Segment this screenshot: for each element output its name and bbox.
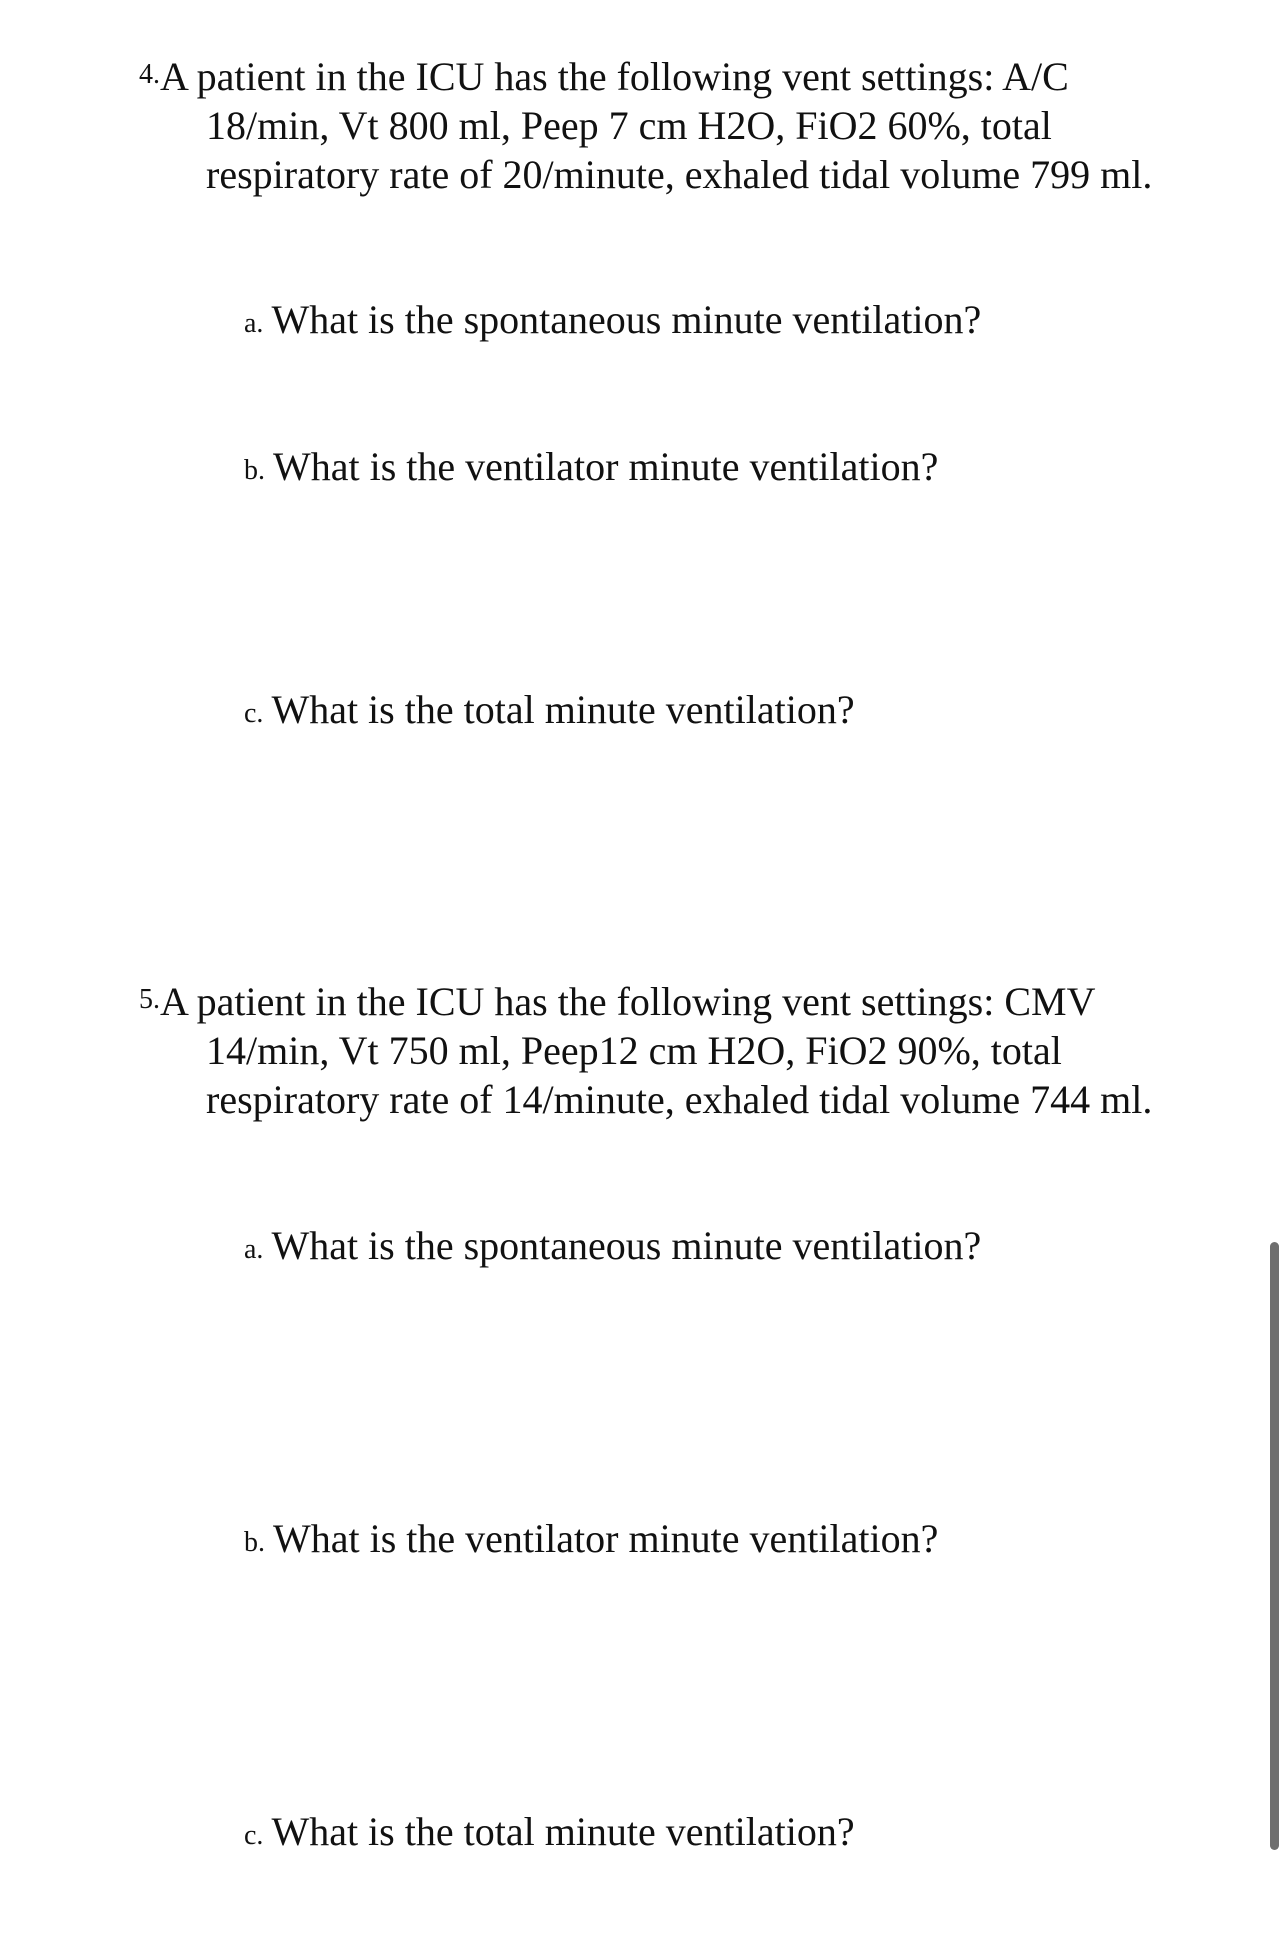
question-text-line-3: respiratory rate of 20/minute, exhaled tidal volume 799 ml. [206, 152, 1153, 197]
question-number: 4. [139, 59, 160, 90]
question-number: 5. [139, 984, 160, 1015]
part-text: What is the total minute ventilation? [271, 687, 855, 732]
question-text-line-2: 14/min, Vt 750 ml, Peep12 cm H2O, FiO2 90%, total [206, 1028, 1062, 1073]
part-letter: a. [244, 1234, 264, 1265]
question-5-part-c [244, 1808, 855, 1861]
part-letter: b. [244, 455, 265, 486]
part-letter: b. [244, 1527, 265, 1558]
vertical-scrollbar[interactable] [1270, 1242, 1279, 1850]
question-text-line-1: A patient in the ICU has the following vent settings: A/C [160, 54, 1069, 99]
part-text: What is the ventilator minute ventilation? [273, 1516, 939, 1561]
question-4-part-a [244, 296, 981, 349]
part-letter: c. [244, 1820, 264, 1851]
part-letter: c. [244, 698, 264, 729]
part-text: What is the total minute ventilation? [271, 1809, 855, 1854]
part-text: What is the ventilator minute ventilation? [273, 444, 939, 489]
question-5-part-b [244, 1515, 938, 1568]
question-4-part-b [244, 443, 938, 496]
question-text-line-1: A patient in the ICU has the following vent settings: CMV [160, 979, 1096, 1024]
question-4 [139, 52, 1200, 199]
question-5 [139, 977, 1200, 1124]
question-text-line-2: 18/min, Vt 800 ml, Peep 7 cm H2O, FiO2 60%, total [206, 103, 1052, 148]
part-text: What is the spontaneous minute ventilation? [271, 297, 982, 342]
part-text: What is the spontaneous minute ventilation? [271, 1223, 982, 1268]
question-4-part-c [244, 686, 855, 739]
part-letter: a. [244, 308, 264, 339]
question-5-part-a [244, 1222, 981, 1275]
question-text-line-3: respiratory rate of 14/minute, exhaled tidal volume 744 ml. [206, 1077, 1153, 1122]
